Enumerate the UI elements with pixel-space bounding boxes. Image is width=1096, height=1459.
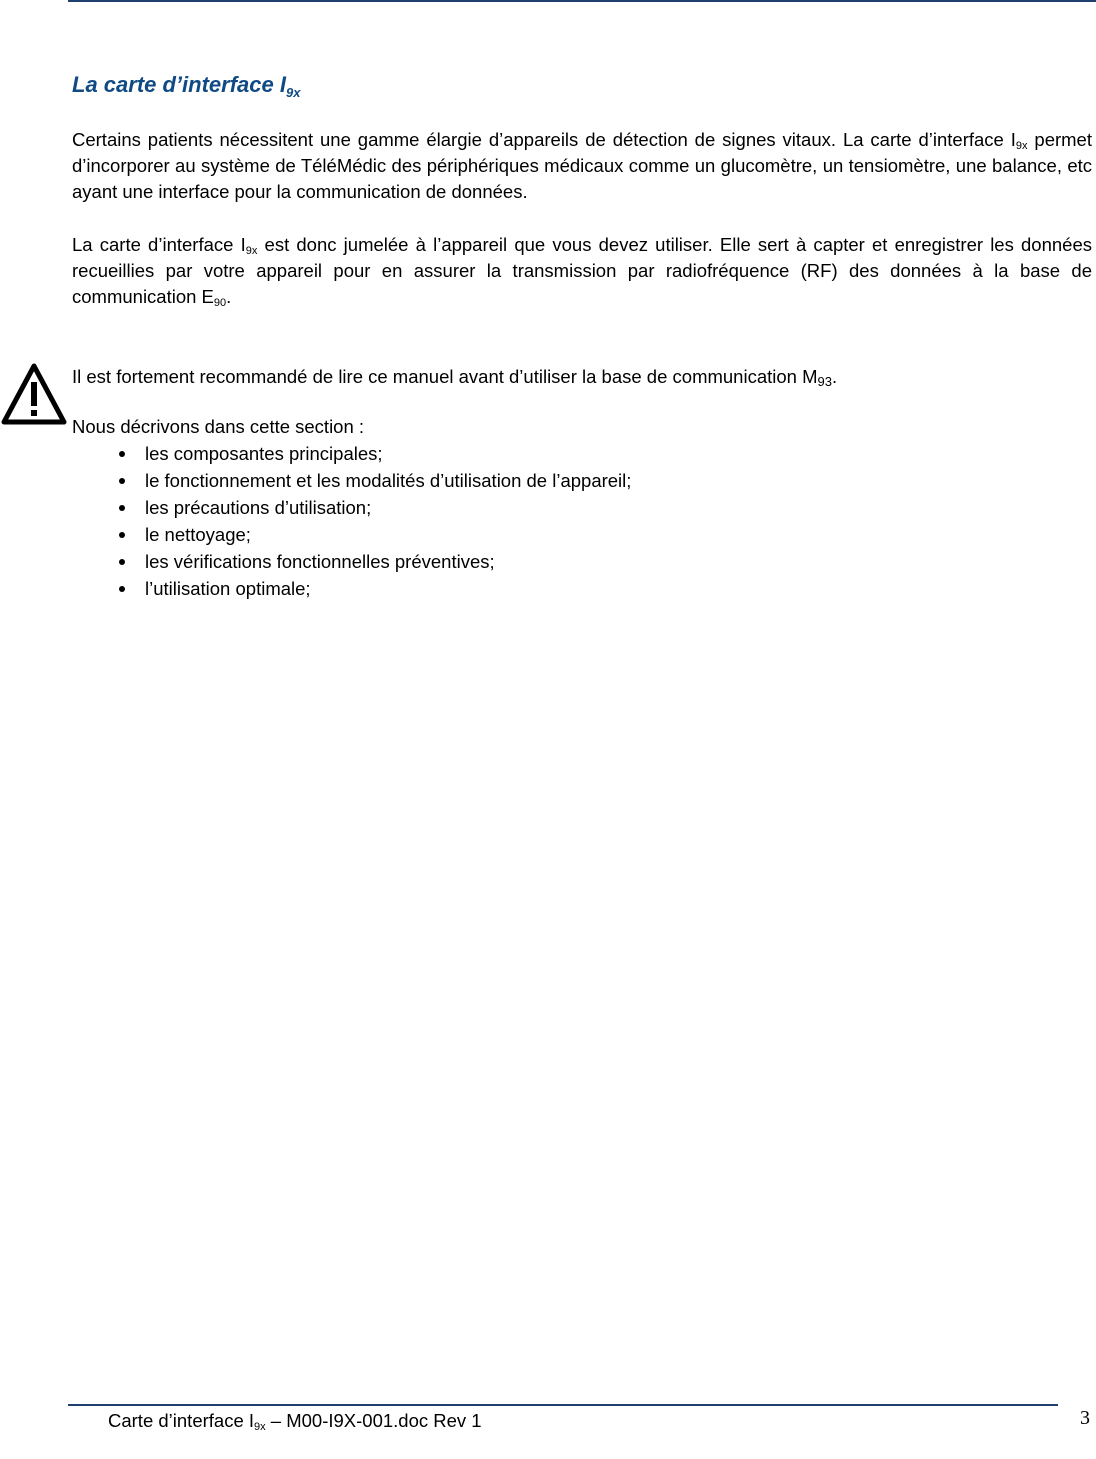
bullet-icon	[119, 559, 125, 565]
section-heading: La carte d’interface $I_{9x}$	[72, 72, 301, 100]
bullet-icon	[119, 505, 125, 511]
bullet-icon	[119, 451, 125, 457]
page-number: 3	[1080, 1407, 1090, 1429]
footer-document-title: Carte d’interface $I_{9x} - M00-I9X-001.doc$ Rev 1	[108, 1410, 482, 1433]
bullet-icon	[119, 478, 125, 484]
paragraph-intro: Certains patients nécessitent une gamme élargie d’appareils de détection de signes vitaux. La carte d’interface $I_{9x}$ permet d’incorporer au système de TéléMédic des périphériques médicaux comme un glucomètre, un tensiomètre, une balance, etc ayant une interface pour la communication de données.	[72, 129, 1092, 202]
header-rule	[68, 0, 1096, 2]
warning-triangle-icon	[0, 362, 68, 426]
footer-rule	[68, 1404, 1058, 1406]
section-intro: Nous décrivons dans cette section :	[72, 416, 365, 437]
warning-text: Il est fortement recommandé de lire ce manuel avant d’utiliser la base de communication $M_{93}$.	[72, 366, 838, 389]
bullet-icon	[119, 586, 125, 592]
paragraph-pairing: La carte d’interface $I_{9x}$ est donc jumelée à l’appareil que vous devez utiliser. Elle sert à capter et enregistrer les données recueillies par votre appareil pour en assurer la transmission par radiofréquence (RF) des données à la base de communication $E_{90}$.	[72, 234, 1093, 309]
bullet-icon	[119, 532, 125, 538]
